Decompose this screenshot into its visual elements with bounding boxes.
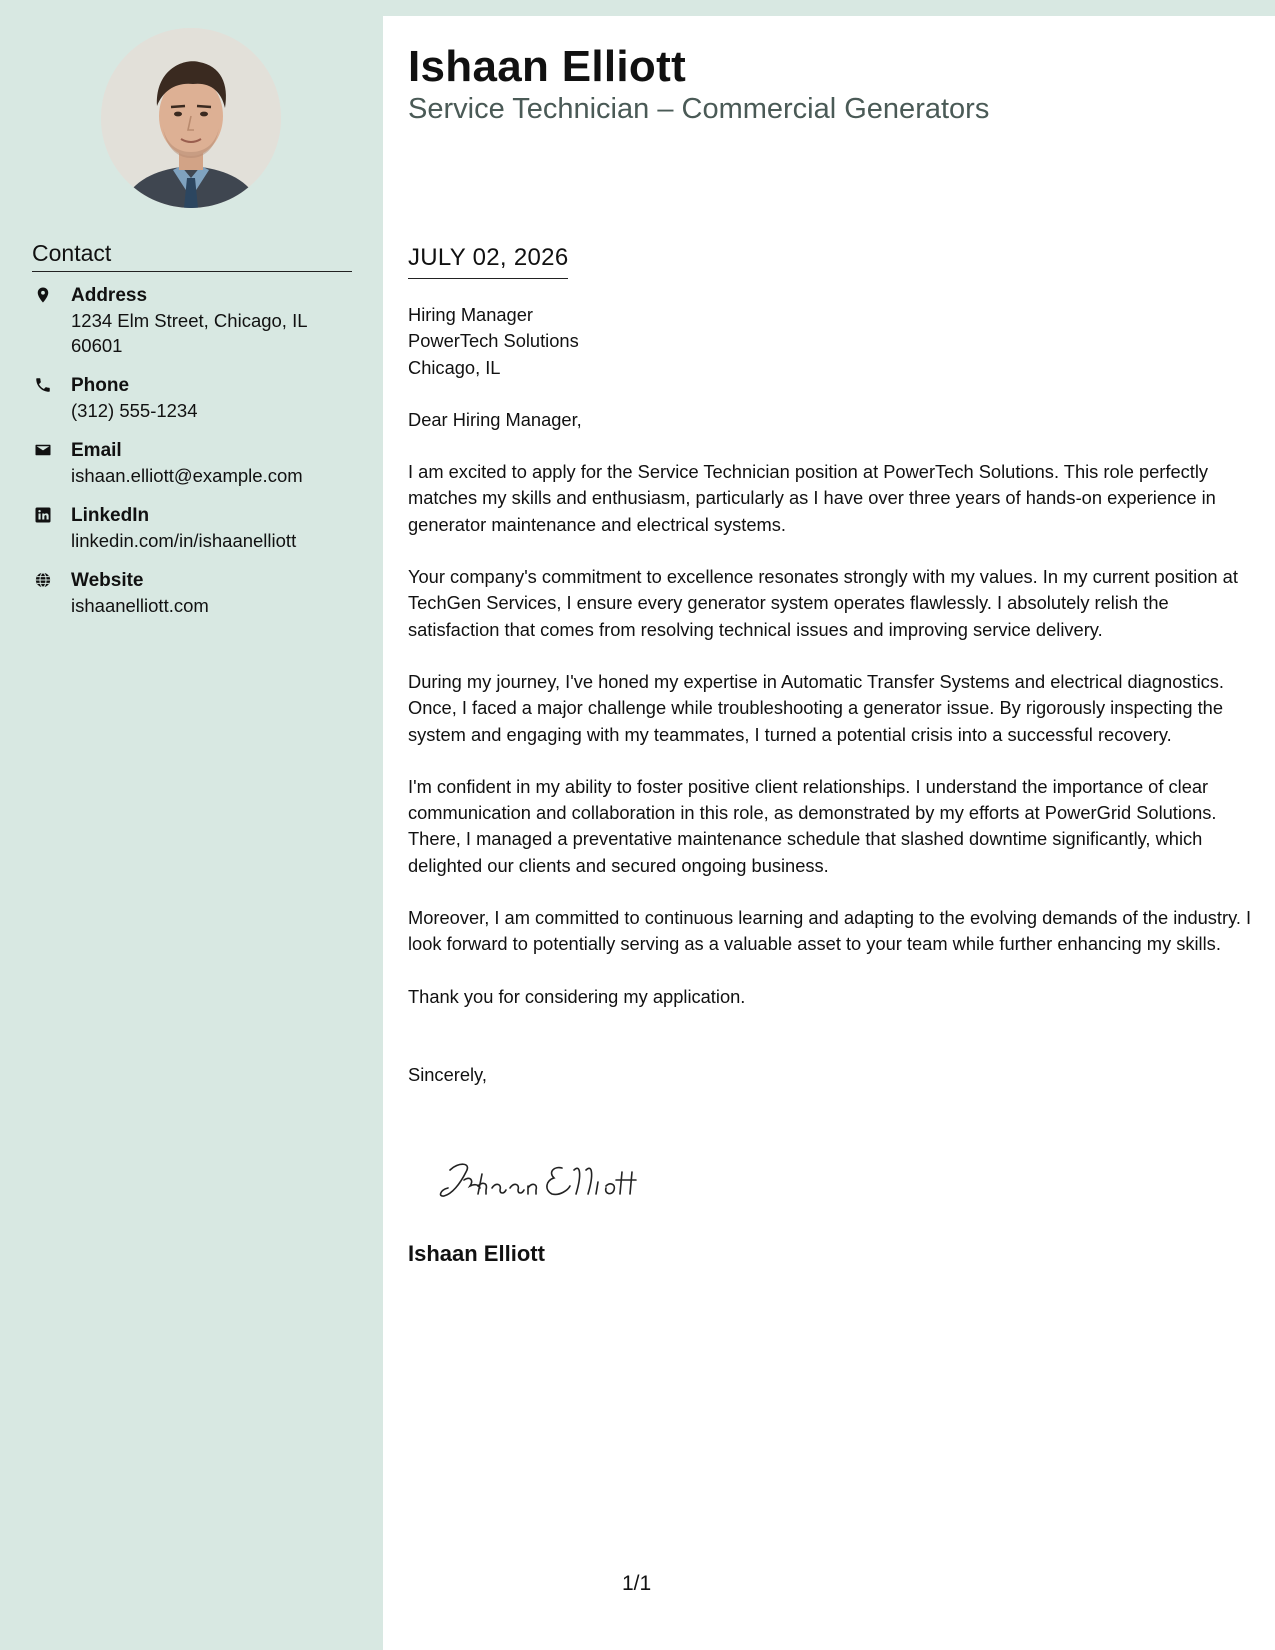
email-value[interactable]: ishaan.elliott@example.com	[71, 465, 303, 486]
closing: Sincerely,	[408, 1063, 487, 1085]
contact-label: Phone	[71, 375, 130, 396]
address-value: 1234 Elm Street, Chicago, IL 60601	[71, 310, 307, 356]
contact-item-linkedin	[32, 503, 362, 553]
recipient-block	[408, 302, 1253, 381]
contact-list	[32, 283, 362, 633]
contact-item-address	[32, 283, 362, 358]
letter-body	[408, 302, 1253, 1088]
letter-date: JULY 02, 2026	[408, 244, 568, 279]
signature-image	[430, 1150, 670, 1210]
contact-item-website	[32, 568, 362, 618]
contact-label: LinkedIn	[71, 505, 150, 526]
signer-name: Ishaan Elliott	[408, 1241, 545, 1266]
globe-icon	[32, 571, 54, 593]
salutation: Dear Hiring Manager,	[408, 408, 582, 430]
map-pin-icon	[32, 286, 54, 308]
contact-label: Website	[71, 570, 144, 591]
recipient-location: Chicago, IL	[408, 356, 501, 378]
recipient-name: Hiring Manager	[408, 304, 533, 325]
linkedin-icon	[32, 506, 54, 528]
paragraph: Moreover, I am committed to continuous learning and adapting to the evolving demands of the industry. I look forward to potentially serving as a valuable asset to your team while further enhancing my skills.	[408, 907, 1252, 955]
contact-label: Email	[71, 440, 122, 461]
phone-value: (312) 555-1234	[71, 400, 198, 421]
profile-photo	[101, 28, 281, 208]
paragraph: I am excited to apply for the Service Technician position at PowerTech Solutions. This role perfectly matches my skills and enthusiasm, particularly as I have over three years of hands-on experience in generator maintenance and electrical systems.	[408, 461, 1216, 535]
paragraph: Thank you for considering my application.	[408, 985, 746, 1007]
paragraph: During my journey, I've honed my expertise in Automatic Transfer Systems and electrical diagnostics. Once, I faced a major challenge while troubleshooting a generator issue. By rigorously inspecting the system and engaging with my teammates, I turned a potential crisis into a successful recovery.	[408, 670, 1225, 745]
envelope-icon	[32, 441, 54, 463]
job-title: Service Technician – Commercial Generators	[408, 93, 990, 125]
contact-item-phone	[32, 373, 362, 423]
website-value[interactable]: ishaanelliott.com	[71, 595, 209, 616]
contact-label: Address	[71, 285, 148, 306]
linkedin-value[interactable]: linkedin.com/in/ishaanelliott	[71, 530, 297, 551]
sidebar	[0, 0, 383, 1650]
page-number: 1/1	[622, 1572, 652, 1595]
contact-item-email	[32, 438, 362, 488]
contact-heading: Contact	[32, 240, 352, 272]
applicant-name: Ishaan Elliott	[408, 42, 687, 91]
avatar	[101, 28, 281, 208]
paragraph: I'm confident in my ability to foster positive client relationships. I understand the importance of clear communication and collaboration in this role, as demonstrated by my efforts at PowerGrid Solutions. There, I managed a preventative maintenance schedule that slashed downtime significantly, which delighted our clients and secured ongoing business.	[408, 775, 1217, 876]
recipient-company: PowerTech Solutions	[408, 330, 579, 352]
paragraph: Your company's commitment to excellence resonates strongly with my values. In my current position at TechGen Services, I ensure every generator system operates flawlessly. I absolutely relish the satisfaction that comes from resolving technical issues and improving service delivery.	[408, 566, 1238, 640]
phone-icon	[32, 376, 54, 398]
